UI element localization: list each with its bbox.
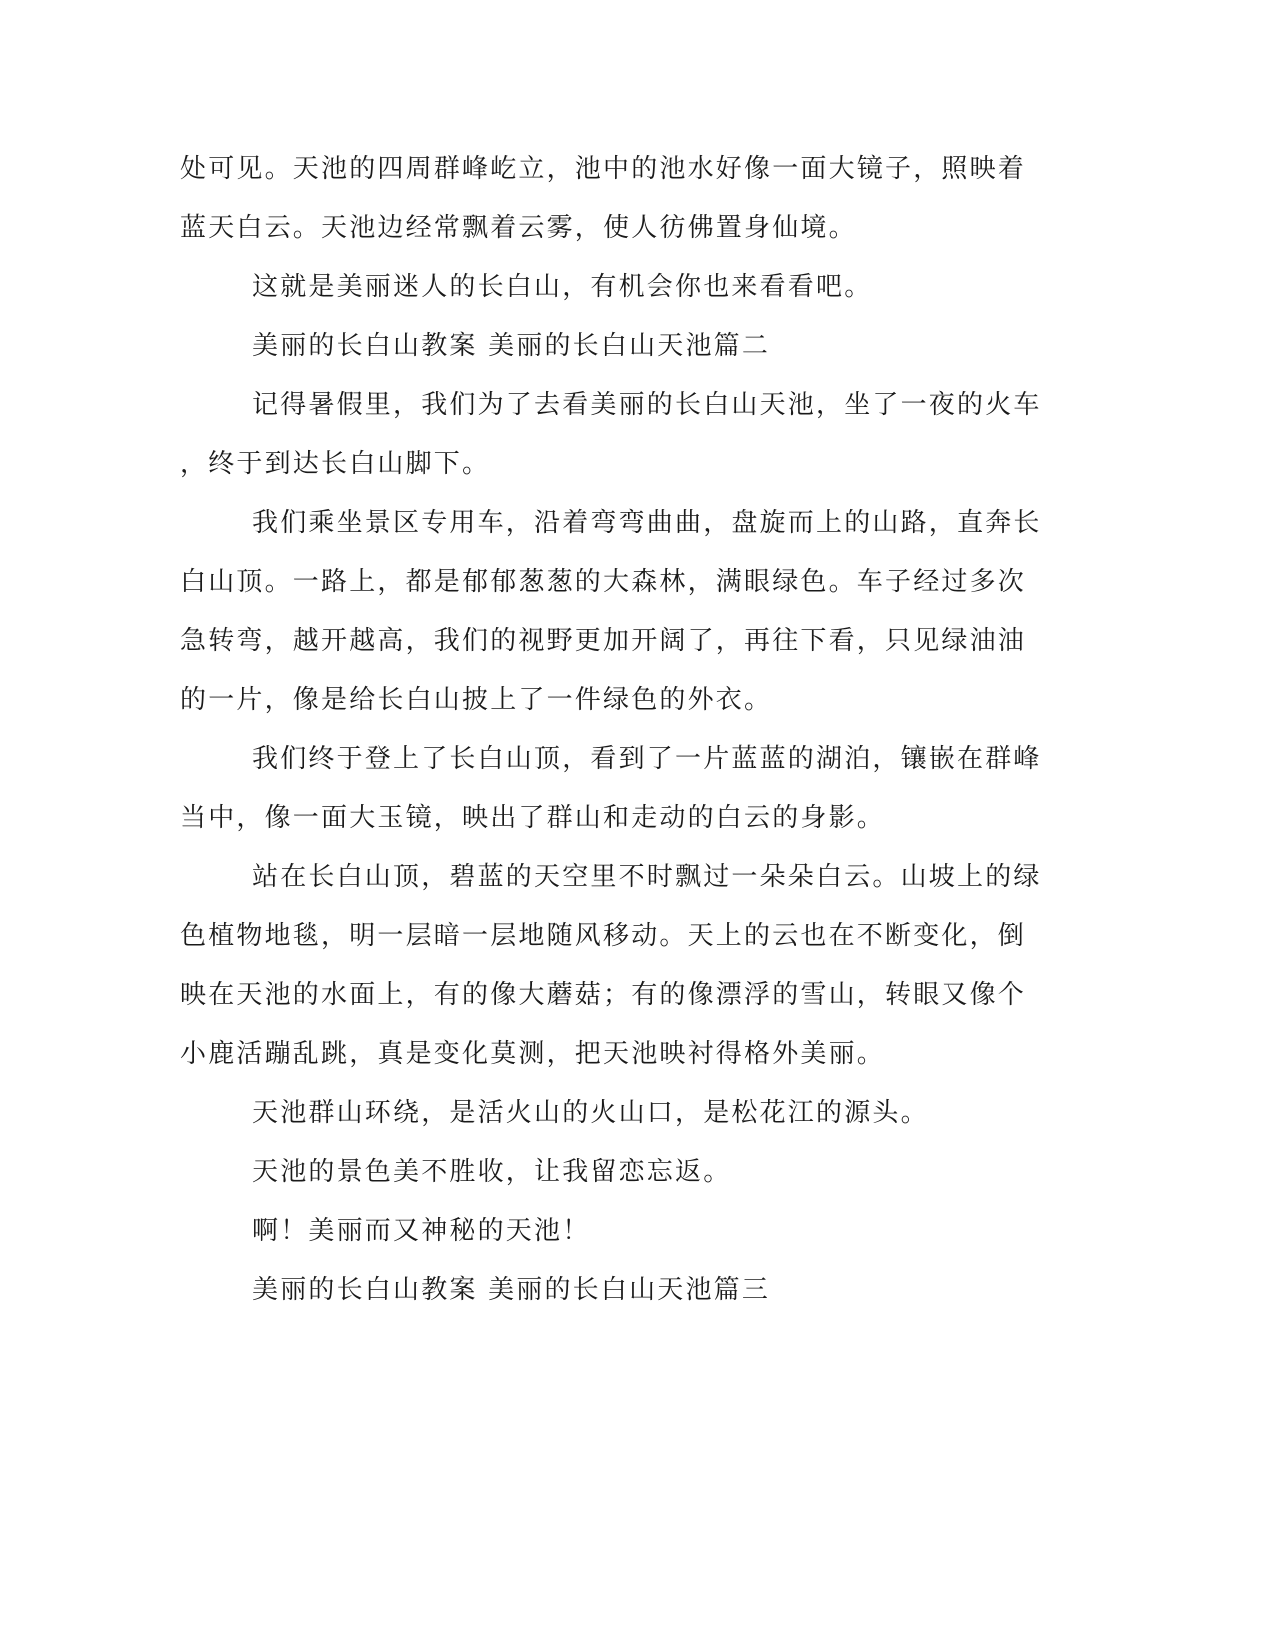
section-heading: 美丽的长白山教案 美丽的长白山天池篇三 bbox=[252, 1275, 771, 1305]
text-line: 急转弯，越开越高，我们的视野更加开阔了，再往下看，只见绿油油 bbox=[180, 626, 1027, 656]
body-text bbox=[180, 140, 1040, 1320]
section-heading: 美丽的长白山教案 美丽的长白山天池篇二 bbox=[252, 331, 771, 361]
text-line: 的一片，像是给长白山披上了一件绿色的外衣。 bbox=[180, 685, 773, 715]
text-line: ，终于到达长白山脚下。 bbox=[180, 449, 491, 479]
text-line: 处可见。天池的四周群峰屹立，池中的池水好像一面大镜子，照映着 bbox=[180, 154, 1027, 184]
text-line: 白山顶。一路上，都是郁郁葱葱的大森林，满眼绿色。车子经过多次 bbox=[180, 567, 1027, 597]
text-line: 天池群山环绕，是活火山的火山口，是松花江的源头。 bbox=[252, 1098, 929, 1128]
text-line: 记得暑假里，我们为了去看美丽的长白山天池，坐了一夜的火车 bbox=[252, 390, 1042, 420]
text-line: 天池的景色美不胜收，让我留恋忘返。 bbox=[252, 1157, 732, 1187]
text-line: 蓝天白云。天池边经常飘着云雾，使人彷佛置身仙境。 bbox=[180, 213, 857, 243]
text-line: 啊！美丽而又神秘的天池！ bbox=[252, 1216, 591, 1246]
text-line: 这就是美丽迷人的长白山，有机会你也来看看吧。 bbox=[252, 272, 873, 302]
text-line: 色植物地毯，明一层暗一层地随风移动。天上的云也在不断变化，倒 bbox=[180, 921, 1027, 951]
text-line: 当中，像一面大玉镜，映出了群山和走动的白云的身影。 bbox=[180, 803, 886, 833]
text-line: 我们终于登上了长白山顶，看到了一片蓝蓝的湖泊，镶嵌在群峰 bbox=[252, 744, 1042, 774]
text-line: 站在长白山顶，碧蓝的天空里不时飘过一朵朵白云。山坡上的绿 bbox=[252, 862, 1042, 892]
text-line: 我们乘坐景区专用车，沿着弯弯曲曲，盘旋而上的山路，直奔长 bbox=[252, 508, 1042, 538]
text-line: 小鹿活蹦乱跳，真是变化莫测，把天池映衬得格外美丽。 bbox=[180, 1039, 886, 1069]
text-line: 映在天池的水面上，有的像大蘑菇；有的像漂浮的雪山，转眼又像个 bbox=[180, 980, 1027, 1010]
